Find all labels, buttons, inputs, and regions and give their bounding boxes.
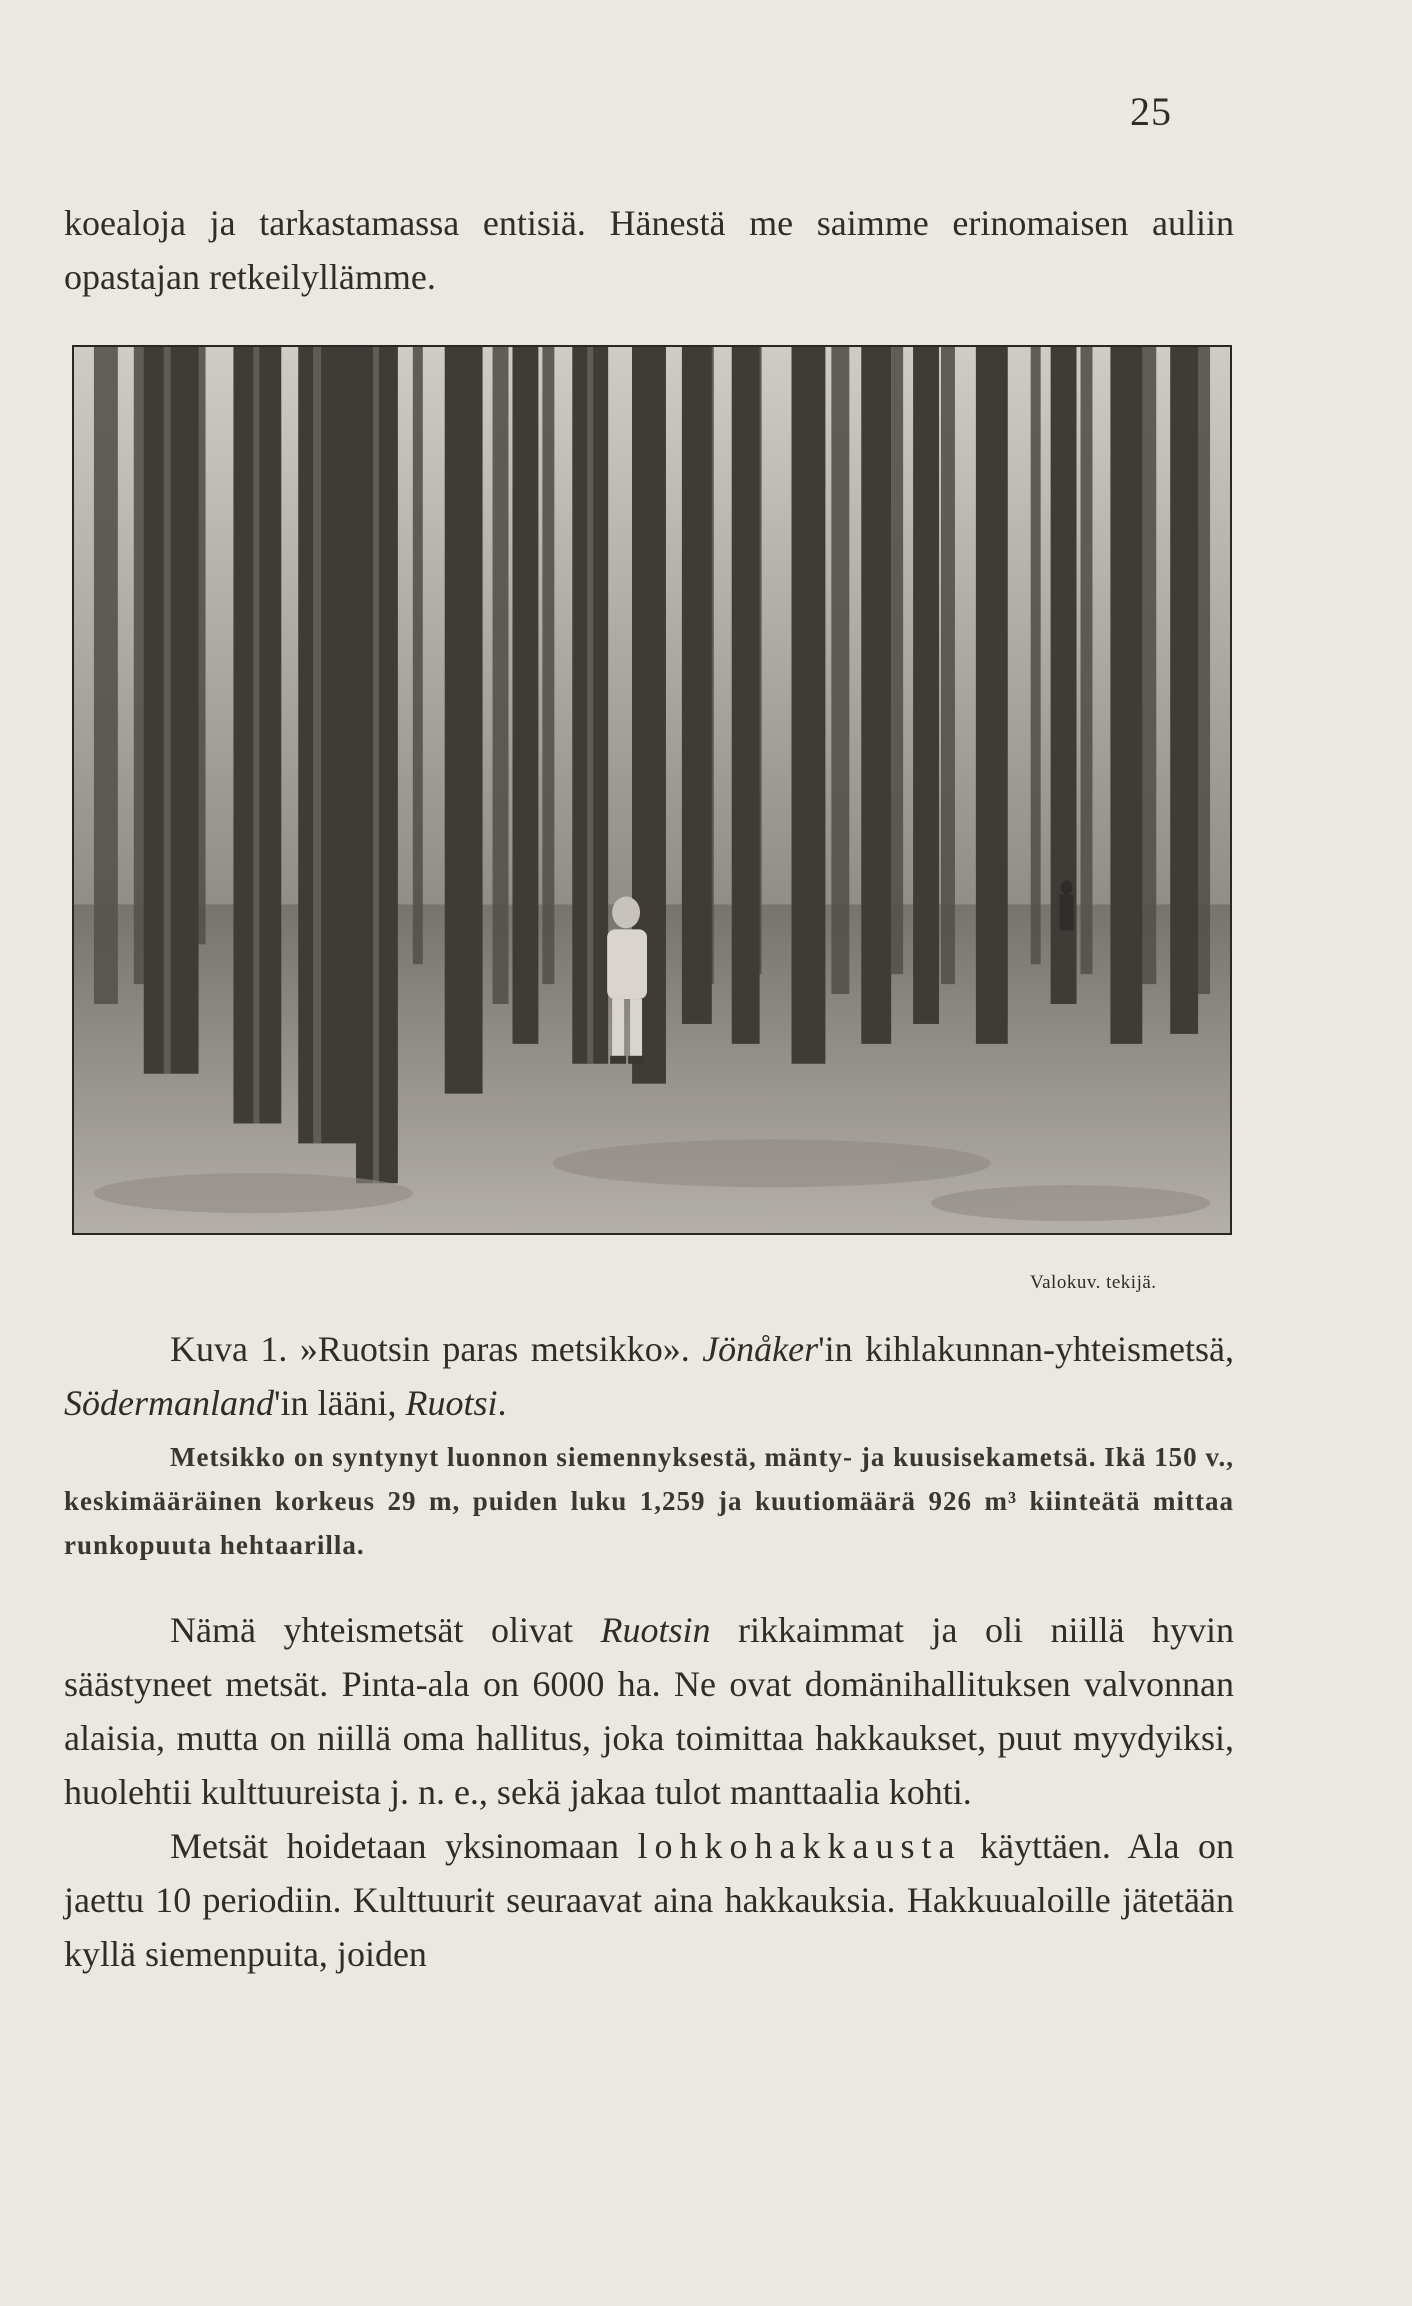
- caption-place-sodermanland: Södermanland: [64, 1383, 274, 1423]
- caption-details-text: Metsikko on syntynyt luonnon siemennyksestä, mänty- ja kuusisekametsä. Ikä 150 v., keskimääräinen korkeus 29 m, puiden luku 1,259 ja kuutiomäärä 926 m³ kiinteätä mittaa runkopuuta hehtaarilla.: [64, 1442, 1234, 1560]
- caption-text: 'in kihlakunnan-yhteismetsä,: [818, 1329, 1235, 1369]
- distant-person-figure: [1060, 881, 1074, 931]
- page-number: 25: [1130, 89, 1172, 134]
- caption-place-ruotsi: Ruotsi: [405, 1383, 498, 1423]
- paragraph-2-spaced-term: lohkohakkausta: [637, 1826, 962, 1866]
- body-text: [64, 1603, 1234, 1981]
- paragraph-2-text-cont: käyttäen. Ala on jaettu 10 periodiin. Kulttuurit seuraavat aina hakkauksia. Hakkuualoille jätetään kyllä siemenpuita, joiden: [64, 1826, 1234, 1974]
- forest-photo-illustration: [74, 347, 1230, 1233]
- paragraph-2-text: Metsät hoidetaan yksinomaan: [170, 1826, 638, 1866]
- figure-caption-title: [64, 1322, 1234, 1430]
- paragraph-1: [64, 1603, 1234, 1819]
- caption-text: 'in lääni,: [274, 1383, 406, 1423]
- intro-text: koealoja ja tarkastamassa entisiä. Hänestä me saimme erinomaisen auliin opastajan retkeilyllämme.: [64, 203, 1234, 297]
- caption-text: Kuva 1. »Ruotsin paras metsikko».: [170, 1329, 703, 1369]
- paragraph-1-text-cont: rikkaimmat ja oli niillä hyvin säästyneet metsät. Pinta-ala on 6000 ha. Ne ovat domänihallituksen valvonnan alaisia, mutta on niillä oma hallitus, joka toimittaa hakkaukset, puut myydyiksi, huolehtii kulttuureista j. n. e., sekä jakaa tulot manttaalia kohti.: [64, 1610, 1234, 1812]
- caption-text: .: [497, 1383, 507, 1423]
- paragraph-2: [64, 1819, 1234, 1981]
- figure-caption-details: [64, 1435, 1234, 1567]
- intro-paragraph: [64, 196, 1234, 304]
- caption-place-jonaker: Jönåker: [702, 1329, 819, 1369]
- forest-photograph: [72, 345, 1232, 1235]
- photo-credit: Valokuv. tekijä.: [1030, 1272, 1157, 1293]
- paragraph-1-emphasis: Ruotsin: [600, 1610, 711, 1650]
- paragraph-1-text: Nämä yhteismetsät olivat: [170, 1610, 601, 1650]
